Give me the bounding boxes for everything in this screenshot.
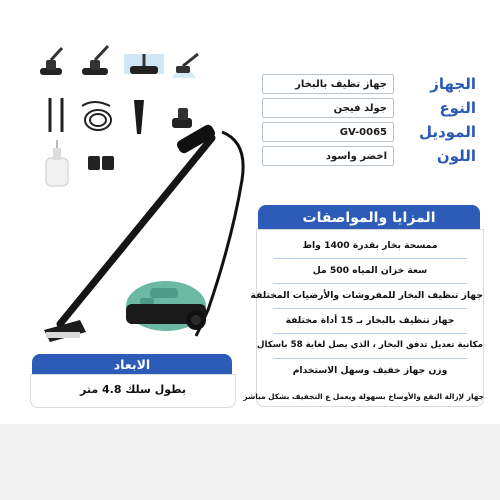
spec-value-model: GV-0065 bbox=[262, 122, 394, 142]
floor-brush-accessory-1 bbox=[40, 48, 62, 75]
nozzle-accessory bbox=[134, 100, 144, 134]
window-squeegee-accessory bbox=[124, 54, 164, 74]
spec-row-model bbox=[262, 122, 476, 142]
spec-value-color: اخضر واسود bbox=[262, 146, 394, 166]
feature-item: جهاز تنظيف بالبخار بـ 15 أداة مختلفة bbox=[285, 315, 455, 326]
product-illustration bbox=[0, 40, 260, 400]
feature-item-long: جهاز لإزالة البقع والأوساخ بسهولة ويعمل ع التجفيف بشكل مباشر bbox=[243, 392, 484, 401]
spec-table bbox=[262, 74, 476, 166]
feature-divider bbox=[273, 308, 467, 309]
feature-item: وزن جهاز خفيف وسهل الاستخدام bbox=[292, 365, 448, 376]
dimensions-box bbox=[30, 374, 236, 408]
feature-item: جهاز تنظيف البخار للمفروشات والأرضيات المختلفة bbox=[250, 290, 483, 301]
small-brush-accessory bbox=[172, 108, 192, 128]
spec-label-color: اللون bbox=[436, 147, 476, 165]
floor-brush-accessory-2 bbox=[82, 46, 108, 75]
features-list bbox=[250, 229, 484, 407]
feature-divider bbox=[273, 358, 467, 359]
spec-row-color bbox=[262, 146, 476, 166]
spec-value-device: جهاز تظيف بالبخار bbox=[262, 74, 394, 94]
footer-band bbox=[0, 424, 500, 500]
spec-label-device: الجهاز bbox=[430, 75, 476, 93]
feature-item: سعة خزان المياه 500 مل bbox=[312, 265, 428, 276]
dimensions-cord-length: بطول سلك 4.8 متر bbox=[80, 383, 186, 396]
spec-value-type: جولد فيجن bbox=[262, 98, 394, 118]
feature-divider bbox=[273, 258, 467, 259]
measuring-bottle-accessory bbox=[46, 140, 68, 186]
steam-cleaner bbox=[44, 123, 243, 342]
spec-row-device bbox=[262, 74, 476, 94]
triangle-brush-accessory bbox=[172, 54, 198, 78]
spec-row-type bbox=[262, 98, 476, 118]
spec-label-type: النوع bbox=[439, 99, 476, 117]
dimensions-title: الابعاد bbox=[32, 354, 232, 376]
feature-item: مكانية تعديل تدفق البخار ، الذي يصل لغاية 58 باسكال bbox=[257, 340, 483, 350]
features-title: المزايا والمواصفات bbox=[258, 205, 480, 231]
extension-tube-accessory bbox=[50, 98, 62, 132]
hose-coil-accessory bbox=[82, 102, 111, 130]
feature-divider bbox=[273, 283, 467, 284]
feature-item: ممسحة بخار بقدرة 1400 واط bbox=[302, 240, 438, 251]
round-brush-accessory bbox=[88, 156, 114, 170]
spec-label-model: الموديل bbox=[419, 123, 476, 141]
feature-divider bbox=[273, 333, 467, 334]
